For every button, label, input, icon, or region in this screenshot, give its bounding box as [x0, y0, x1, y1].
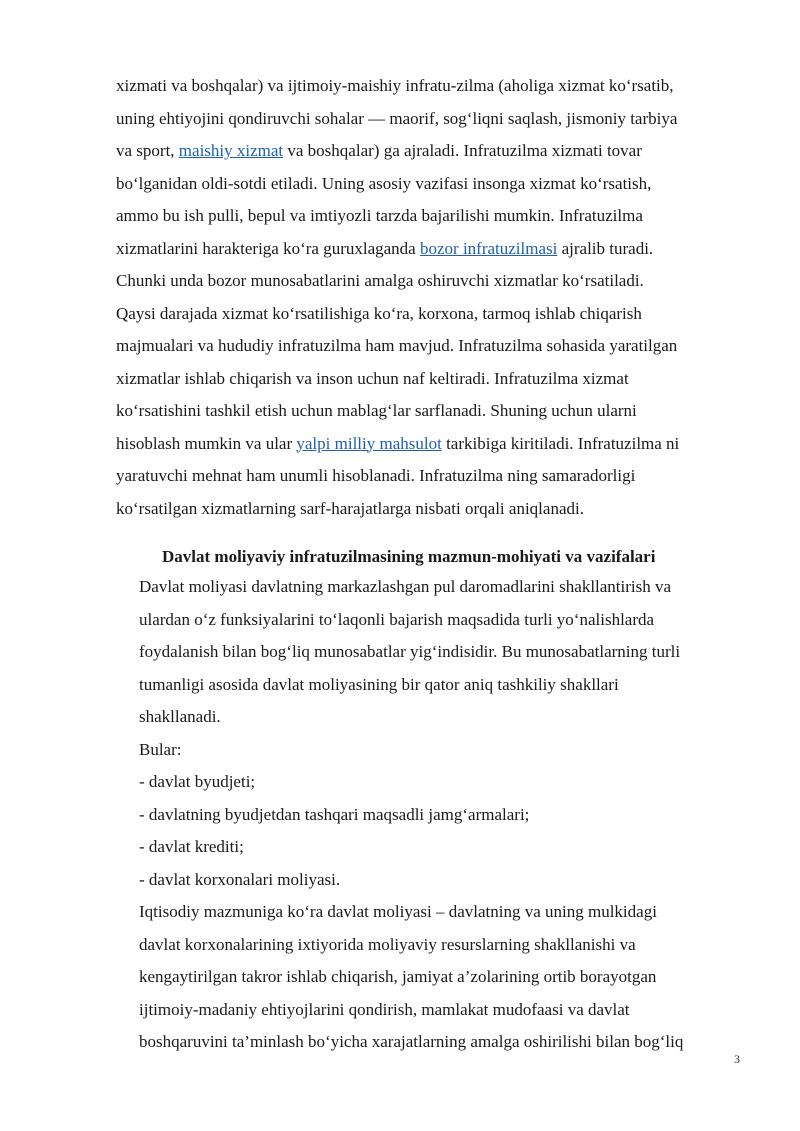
text-line: Iqtisodiy mazmuniga ko‘ra davlat moliyasi – davlatning va uning mulkidagi — [139, 902, 657, 921]
text-line: Bular: — [139, 739, 182, 759]
text-fragment: ajralib turadi. — [557, 238, 654, 258]
list-item: - davlat korxonalari moliyasi. — [139, 869, 341, 889]
text-line: yaratuvchi mehnat ham unumli hisoblanadi. Infratuzilma ning samaradorligi — [116, 466, 636, 485]
text-line: ko‘rsatilgan xizmatlarning sarf-harajatlarga nisbati orqali aniqlanadi. — [116, 498, 584, 518]
text-line: bo‘lganidan oldi-sotdi etiladi. Uning asosiy vazifasi insonga xizmat ko‘rsatish, — [116, 173, 652, 193]
list-item: - davlat krediti; — [139, 837, 244, 856]
text-line: ijtimoiy-madaniy ehtiyojlarini qondirish, mamlakat mudofaasi va davlat — [139, 999, 630, 1019]
text-fragment: tarkibiga kiritiladi. Infratuzilma ni — [441, 433, 680, 453]
body-paragraph — [116, 70, 742, 525]
text-line: boshqaruvini ta’minlash bo‘yicha xarajatlarning amalga oshirilishi bilan bog‘liq — [139, 1032, 684, 1051]
text-line: Davlat moliyasi davlatning markazlashgan pul daromadlarini shakllantirish va — [139, 577, 672, 596]
text-line: ulardan o‘z funksiyalarini to‘laqonli bajarish maqsadida turli yo‘nalishlarda — [139, 609, 655, 629]
text-line: foydalanish bilan bog‘liq munosabatlar yig‘indisidir. Bu munosabatlarning turli — [139, 642, 681, 661]
list-item: - davlat byudjeti; — [139, 772, 256, 791]
text-line: xizmati va boshqalar) va ijtimoiy-maishiy infratu-zilma (aholiga xizmat ko‘rsatib, — [116, 76, 674, 95]
link-bozor-infratuzilmasi[interactable]: bozor infratuzilmasi — [419, 238, 558, 258]
link-yalpi-milliy-mahsulot[interactable]: yalpi milliy mahsulot — [296, 433, 442, 453]
link-maishiy-xizmat[interactable]: maishiy xizmat — [178, 141, 284, 160]
text-line: xizmatlar ishlab chiqarish va inson uchun naf keltiradi. Infratuzilma xizmat — [116, 368, 629, 388]
text-fragment: va boshqalar) ga ajraladi. Infratuzilma xizmati tovar — [283, 141, 642, 160]
text-line: ammo bu ish pulli, bepul va imtiyozli tarzda bajarilishi mumkin. Infratuzilma — [116, 206, 643, 225]
text-line: tumanligi asosida davlat moliyasining bir qator aniq tashkiliy shakllari — [139, 674, 619, 694]
text-line: majmualari va hududiy infratuzilma ham mavjud. Infratuzilma sohasida yaratilgan — [116, 336, 678, 355]
text-line: kengaytirilgan takror ishlab chiqarish, jamiyat a’zolarining ortib borayotgan — [139, 967, 657, 986]
section-paragraph — [139, 571, 759, 1059]
text-line: shakllanadi. — [139, 707, 221, 726]
text-line — [116, 135, 742, 168]
section-heading: Davlat moliyaviy infratuzilmasining mazmun-mohiyati va vazifalari — [162, 547, 656, 566]
text-line — [116, 428, 742, 461]
text-line: Qaysi darajada xizmat ko‘rsatilishiga ko‘ra, korxona, tarmoq ishlab chiqarish — [116, 303, 642, 323]
text-fragment: hisoblash mumkin va ular — [116, 433, 297, 453]
text-line: davlat korxonalarining ixtiyorida moliyaviy resurslarning shakllanishi va — [139, 934, 636, 954]
text-fragment: xizmatlarini harakteriga ko‘ra guruxlaganda — [116, 238, 420, 258]
text-line: Chunki unda bozor munosabatlarini amalga oshiruvchi xizmatlar ko‘rsatiladi. — [116, 271, 644, 290]
text-fragment: va sport, — [116, 141, 179, 160]
page-number: 3 — [734, 1052, 740, 1066]
text-line — [116, 233, 742, 266]
text-line: uning ehtiyojini qondiruvchi sohalar — maorif, sog‘liqni saqlash, jismoniy tarbiya — [116, 108, 678, 128]
list-item: - davlatning byudjetdan tashqari maqsadli jamg‘armalari; — [139, 804, 530, 824]
text-line: ko‘rsatishini tashkil etish uchun mablag‘lar sarflanadi. Shuning uchun ularni — [116, 401, 637, 420]
